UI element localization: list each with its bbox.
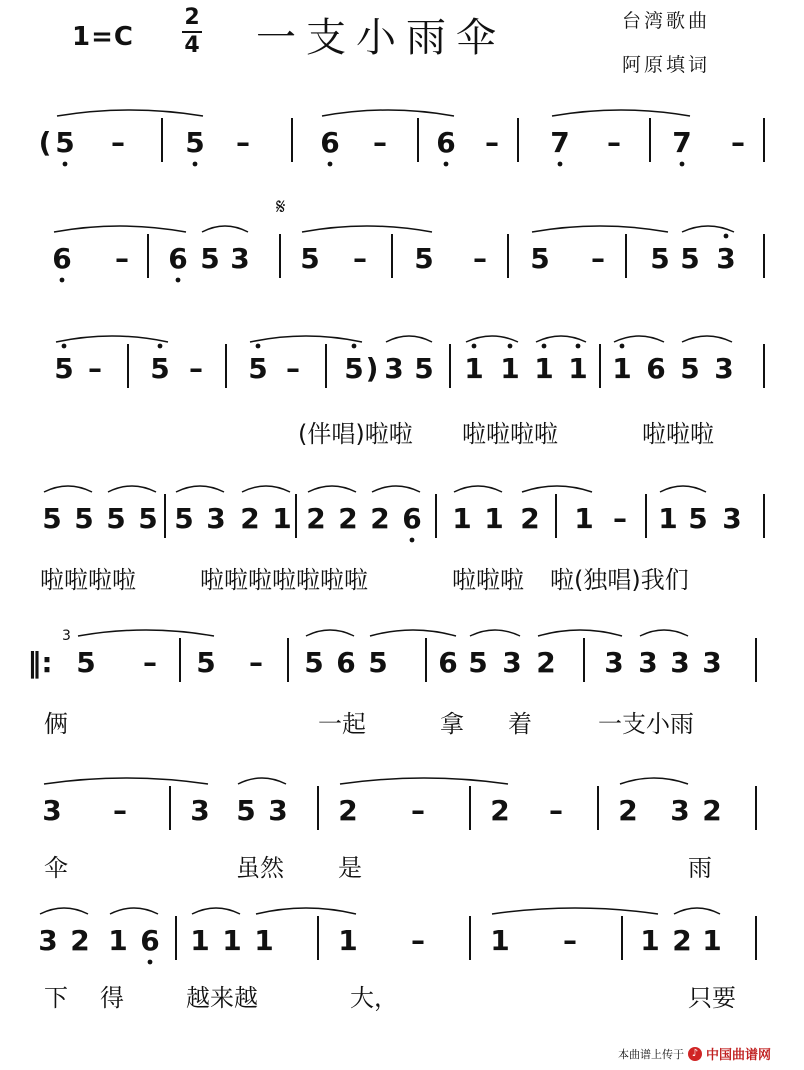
slur: [202, 226, 248, 232]
slur: [370, 630, 456, 636]
note: 3: [604, 646, 624, 679]
note: 6: [438, 646, 458, 679]
note: –: [613, 502, 627, 535]
lyric: 一起: [318, 710, 366, 738]
lyric: 拿: [440, 710, 464, 738]
lyric: (伴唱)啦啦: [298, 420, 413, 448]
slur: [538, 630, 622, 636]
note: 1: [222, 924, 242, 957]
note: 5: [174, 502, 194, 535]
lyric: 越来越: [186, 984, 258, 1012]
note: 6: [168, 242, 188, 275]
note: 5: [468, 646, 488, 679]
slur: [522, 486, 592, 492]
octave-dot-above: [472, 344, 477, 349]
repeat-count: 3: [62, 628, 71, 644]
note: –: [607, 126, 621, 159]
slur: [57, 110, 203, 116]
note: –: [88, 352, 102, 385]
note: 2: [370, 502, 390, 535]
note: 1: [574, 502, 594, 535]
note: 5: [300, 242, 320, 275]
upload-notice: 本曲谱上传于: [618, 1047, 684, 1061]
slur: [532, 226, 668, 232]
note: 7: [550, 126, 570, 159]
note: –: [113, 794, 127, 827]
note: 5: [185, 126, 205, 159]
octave-dot-above: [352, 344, 357, 349]
time-signature-bottom: 4: [184, 33, 200, 58]
note: 1: [500, 352, 520, 385]
octave-dot-below: [176, 278, 181, 283]
note: 5: [200, 242, 220, 275]
footer-watermark: [618, 1044, 771, 1063]
note: 1: [272, 502, 292, 535]
octave-dot-above: [62, 344, 67, 349]
note: 5: [688, 502, 708, 535]
slur: [110, 908, 158, 914]
note: 5: [150, 352, 170, 385]
slur: [536, 336, 586, 342]
note: 5: [54, 352, 74, 385]
lyric: 伞: [44, 854, 68, 882]
slur: [682, 226, 734, 232]
note: 3: [268, 794, 288, 827]
lyric: 只要: [688, 984, 736, 1012]
note: 2: [702, 794, 722, 827]
time-signature-top: 2: [184, 5, 200, 30]
note: 6: [402, 502, 422, 535]
note: 3: [42, 794, 62, 827]
slur: [620, 778, 688, 784]
song-title: 一支小雨伞: [256, 15, 506, 61]
note: 6: [52, 242, 72, 275]
note: –: [411, 794, 425, 827]
note: 3: [384, 352, 404, 385]
lyric: 一支小雨: [598, 710, 694, 738]
slur: [306, 630, 354, 636]
slur: [660, 486, 706, 492]
octave-dot-above: [158, 344, 163, 349]
note: 1: [254, 924, 274, 957]
slur: [54, 226, 186, 232]
note: 3: [722, 502, 742, 535]
slur: [492, 908, 658, 914]
note: 5: [650, 242, 670, 275]
note: 3: [716, 242, 736, 275]
slur: [552, 110, 690, 116]
note: 5: [368, 646, 388, 679]
note: 5: [55, 126, 75, 159]
note: 6: [320, 126, 340, 159]
note: (: [38, 126, 52, 159]
note: 1: [534, 352, 554, 385]
note: 3: [38, 924, 58, 957]
note: –: [731, 126, 745, 159]
note: 1: [338, 924, 358, 957]
lyric: 下: [44, 984, 68, 1012]
slur: [44, 778, 208, 784]
note: 3: [670, 646, 690, 679]
octave-dot-below: [148, 960, 153, 965]
note: 1: [568, 352, 588, 385]
lyric: 虽然: [236, 854, 284, 882]
note: 2: [672, 924, 692, 957]
octave-dot-above: [542, 344, 547, 349]
note: 6: [140, 924, 160, 957]
note: 2: [306, 502, 326, 535]
slur: [386, 336, 432, 342]
octave-dot-below: [193, 162, 198, 167]
note: –: [236, 126, 250, 159]
octave-dot-above: [576, 344, 581, 349]
note: 1: [658, 502, 678, 535]
note: 3: [638, 646, 658, 679]
lyric: 啦啦啦: [452, 566, 524, 594]
slur: [238, 778, 286, 784]
note: –: [563, 924, 577, 957]
note: 1: [452, 502, 472, 535]
song-origin-credit: 台湾歌曲: [622, 10, 711, 32]
slur: [192, 908, 240, 914]
lyricist-credit: 阿原填词: [622, 54, 711, 76]
note: 2: [536, 646, 556, 679]
note: 3: [702, 646, 722, 679]
note: –: [373, 126, 387, 159]
note: 2: [520, 502, 540, 535]
note: ): [365, 352, 379, 385]
slur: [466, 336, 518, 342]
note: 5: [106, 502, 126, 535]
note: 7: [672, 126, 692, 159]
note: 5: [304, 646, 324, 679]
slur: [176, 486, 224, 492]
note: –: [549, 794, 563, 827]
note: 6: [436, 126, 456, 159]
lyric: 着: [508, 710, 532, 738]
note: 5: [530, 242, 550, 275]
note: 5: [76, 646, 96, 679]
note: –: [111, 126, 125, 159]
note: 2: [490, 794, 510, 827]
note: 1: [702, 924, 722, 957]
octave-dot-above: [620, 344, 625, 349]
slur: [454, 486, 502, 492]
slur: [682, 336, 732, 342]
note: –: [143, 646, 157, 679]
slur: [256, 908, 356, 914]
note: 1: [190, 924, 210, 957]
lyric: 啦啦啦啦: [462, 420, 558, 448]
slur: [242, 486, 290, 492]
lyric: 是: [338, 854, 362, 882]
lyric: 大，: [350, 984, 398, 1012]
note: 5: [680, 242, 700, 275]
note: 3: [714, 352, 734, 385]
octave-dot-above: [256, 344, 261, 349]
segno-icon: 𝄋: [276, 195, 286, 220]
note: –: [249, 646, 263, 679]
note: 5: [344, 352, 364, 385]
octave-dot-above: [508, 344, 513, 349]
note: 3: [502, 646, 522, 679]
note: 3: [190, 794, 210, 827]
slur: [640, 630, 688, 636]
slur: [302, 226, 432, 232]
slur: [614, 336, 664, 342]
slur: [322, 110, 454, 116]
octave-dot-above: [724, 234, 729, 239]
lyric: 得: [100, 984, 124, 1012]
note: 2: [338, 502, 358, 535]
note: 2: [70, 924, 90, 957]
note: 3: [206, 502, 226, 535]
note: 5: [236, 794, 256, 827]
note: 1: [612, 352, 632, 385]
lyric: 啦啦啦: [642, 420, 714, 448]
note: 5: [42, 502, 62, 535]
lyric: 雨: [688, 854, 712, 882]
note: 2: [338, 794, 358, 827]
slur: [308, 486, 356, 492]
note: 5: [138, 502, 158, 535]
lyric: 啦(独唱)我们: [550, 566, 689, 594]
note: –: [411, 924, 425, 957]
note: 5: [414, 352, 434, 385]
note: 6: [646, 352, 666, 385]
octave-dot-below: [328, 162, 333, 167]
key-signature: 1=C: [72, 22, 134, 52]
slur: [470, 630, 520, 636]
lyric: 啦啦啦啦啦啦啦: [200, 566, 368, 594]
note: –: [591, 242, 605, 275]
octave-dot-below: [410, 538, 415, 543]
slur: [372, 486, 420, 492]
site-name: 中国曲谱网: [706, 1048, 772, 1063]
octave-dot-below: [63, 162, 68, 167]
note: –: [286, 352, 300, 385]
note: 1: [108, 924, 128, 957]
lyric: 俩: [44, 710, 68, 738]
note: –: [115, 242, 129, 275]
note: 1: [490, 924, 510, 957]
note: 1: [484, 502, 504, 535]
slur: [340, 778, 508, 784]
slur: [44, 486, 92, 492]
slur: [108, 486, 156, 492]
note: 1: [464, 352, 484, 385]
slur: [40, 908, 88, 914]
slur: [250, 336, 362, 342]
note: 3: [230, 242, 250, 275]
note: 2: [618, 794, 638, 827]
note: –: [189, 352, 203, 385]
octave-dot-below: [444, 162, 449, 167]
note: 5: [414, 242, 434, 275]
slur: [56, 336, 168, 342]
slur: [78, 630, 214, 636]
octave-dot-below: [680, 162, 685, 167]
note: 5: [196, 646, 216, 679]
note: –: [485, 126, 499, 159]
note: 6: [336, 646, 356, 679]
note: 1: [640, 924, 660, 957]
octave-dot-below: [558, 162, 563, 167]
note: 5: [248, 352, 268, 385]
octave-dot-below: [60, 278, 65, 283]
note: 2: [240, 502, 260, 535]
slur: [674, 908, 720, 914]
note: ‖:: [27, 646, 53, 679]
site-logo-icon: ♪: [688, 1047, 702, 1061]
note: 3: [670, 794, 690, 827]
lyric: 啦啦啦啦: [40, 566, 136, 594]
note: 5: [74, 502, 94, 535]
note: –: [353, 242, 367, 275]
note: –: [473, 242, 487, 275]
note: 5: [680, 352, 700, 385]
